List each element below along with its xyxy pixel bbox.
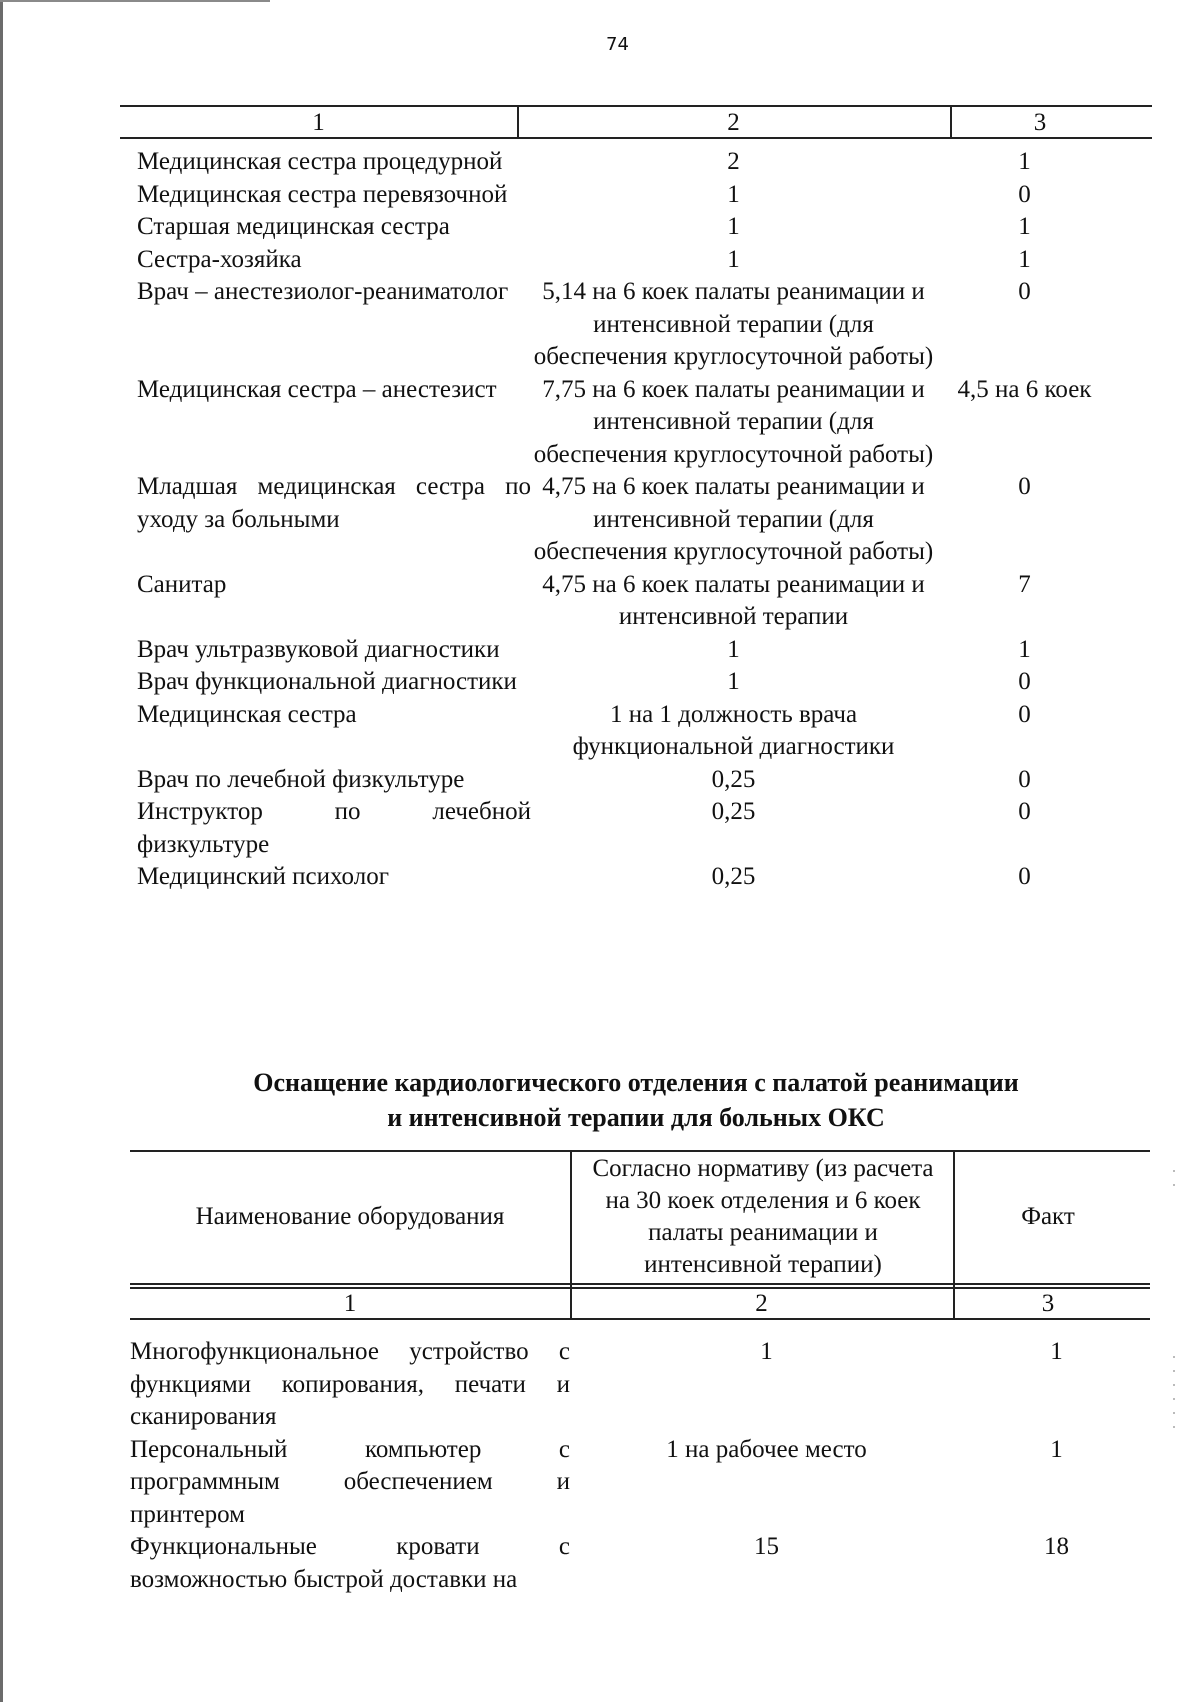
staff-position: Медицинская сестра	[137, 700, 357, 728]
staff-fact: 0	[1018, 863, 1031, 890]
staff-fact: 1	[1018, 635, 1031, 663]
equipment-norm: 1 на рабочее место	[666, 1435, 867, 1463]
staff-position: Сестра-хозяйка	[137, 245, 302, 273]
equipment-fact: 1	[1050, 1338, 1063, 1365]
staff-position: Младшая медицинская сестра по уходу за больными	[137, 473, 531, 533]
staff-norm: 4,75 на 6 коек палаты реанимации и интенсивной терапии (для обеспечения круглосуточной работы)	[533, 473, 934, 565]
staff-position: Врач по лечебной физкультуре	[137, 765, 465, 793]
table-row	[120, 634, 1152, 667]
staff-fact: 0	[1018, 798, 1031, 825]
staff-position: Врач функциональной диагностики	[137, 668, 517, 695]
staff-fact: 1	[1018, 213, 1031, 240]
staff-position: Медицинская сестра – анестезист	[137, 375, 497, 403]
staff-norm: 1	[727, 635, 740, 663]
table-row	[120, 569, 1152, 634]
equipment-col-number-3: 3	[1041, 1290, 1055, 1317]
table-row	[120, 374, 1152, 472]
staff-col-number-3: 3	[1033, 109, 1047, 136]
staff-position: Старшая медицинская сестра	[137, 213, 450, 240]
table-row	[120, 244, 1152, 277]
section-title-line-2: и интенсивной терапии для больных ОКС	[387, 1103, 885, 1132]
equipment-header-name: Наименование оборудования	[195, 1203, 505, 1230]
staff-position: Санитар	[137, 570, 227, 598]
staff-norm: 1	[727, 180, 740, 208]
table-row	[120, 666, 1152, 699]
staff-fact: 1	[1018, 148, 1031, 175]
equipment-name: Многофункциональное устройство с функциями копирования, печати и сканирования	[130, 1338, 570, 1430]
staff-position: Врач ультразвуковой диагностики	[137, 635, 500, 663]
staff-fact: 7	[1018, 570, 1031, 598]
staff-fact: 0	[1018, 668, 1031, 695]
table-row	[120, 861, 1152, 894]
staff-position: Медицинская сестра процедурной	[137, 148, 503, 175]
scan-margin-marks	[1173, 1356, 1175, 1436]
staff-fact: 0	[1018, 180, 1031, 208]
equipment-fact: 18	[1044, 1533, 1069, 1560]
scan-edge-left	[0, 0, 3, 1702]
equipment-norm: 15	[754, 1533, 779, 1560]
staff-norm: 1 на 1 должность врача функциональной диагностики	[572, 700, 895, 760]
staff-table	[120, 146, 1152, 894]
staff-norm: 7,75 на 6 коек палаты реанимации и интенсивной терапии (для обеспечения круглосуточной работы)	[533, 375, 934, 468]
table-row	[120, 796, 1152, 861]
page-number: 74	[606, 34, 629, 55]
staff-position: Медицинский психолог	[137, 863, 389, 890]
equipment-header-norm: Согласно нормативу (из расчета на 30 коек отделения и 6 коек палаты реанимации и интенсивной терапии)	[592, 1155, 934, 1278]
staff-fact: 4,5 на 6 коек	[957, 375, 1092, 403]
scan-edge-top	[0, 0, 270, 2]
table-row	[120, 146, 1152, 179]
section-title-line-1: Оснащение кардиологического отделения с палатой реанимации	[253, 1068, 1019, 1097]
table-row	[120, 276, 1152, 374]
staff-norm: 5,14 на 6 коек палаты реанимации и интенсивной терапии (для обеспечения круглосуточной работы)	[533, 278, 934, 370]
staff-norm: 1	[727, 213, 740, 240]
equipment-col-number-1: 1	[343, 1290, 357, 1317]
staff-col-number-1: 1	[312, 109, 325, 136]
staff-col-number-2: 2	[727, 109, 740, 136]
table-row	[130, 1434, 1150, 1532]
staff-position: Врач – анестезиолог-реаниматолог	[137, 278, 509, 305]
staff-norm: 4,75 на 6 коек палаты реанимации и интенсивной терапии	[542, 570, 925, 630]
staff-position: Медицинская сестра перевязочной	[137, 180, 508, 208]
staff-fact: 0	[1018, 765, 1031, 793]
staff-norm: 1	[727, 668, 740, 695]
table-row	[130, 1531, 1150, 1596]
staff-fact: 0	[1018, 700, 1031, 728]
staff-norm: 0,25	[711, 863, 756, 890]
equipment-table	[130, 1336, 1150, 1596]
table-row	[120, 699, 1152, 764]
table-row	[120, 211, 1152, 244]
equipment-name: Функциональные кровати с возможностью быстрой доставки на	[130, 1533, 570, 1593]
staff-fact: 0	[1018, 473, 1031, 500]
equipment-col-number-2: 2	[755, 1290, 768, 1317]
scan-margin-marks	[1173, 1170, 1175, 1190]
staff-norm: 0,25	[711, 798, 756, 825]
staff-norm: 1	[727, 245, 740, 273]
section-title	[120, 1065, 1152, 1135]
staff-fact: 1	[1018, 245, 1031, 273]
staff-fact: 0	[1018, 278, 1031, 305]
table-row	[120, 179, 1152, 212]
staff-position: Инструктор по лечебной физкультуре	[137, 798, 531, 858]
table-row	[120, 471, 1152, 569]
staff-norm: 2	[727, 148, 740, 175]
equipment-header-fact: Факт	[1021, 1203, 1075, 1230]
table-row	[120, 764, 1152, 797]
equipment-name: Персональный компьютер с программным обеспечением и принтером	[130, 1435, 570, 1528]
staff-norm: 0,25	[711, 765, 756, 793]
table-row	[130, 1336, 1150, 1434]
equipment-fact: 1	[1050, 1435, 1063, 1463]
equipment-norm: 1	[760, 1338, 773, 1365]
